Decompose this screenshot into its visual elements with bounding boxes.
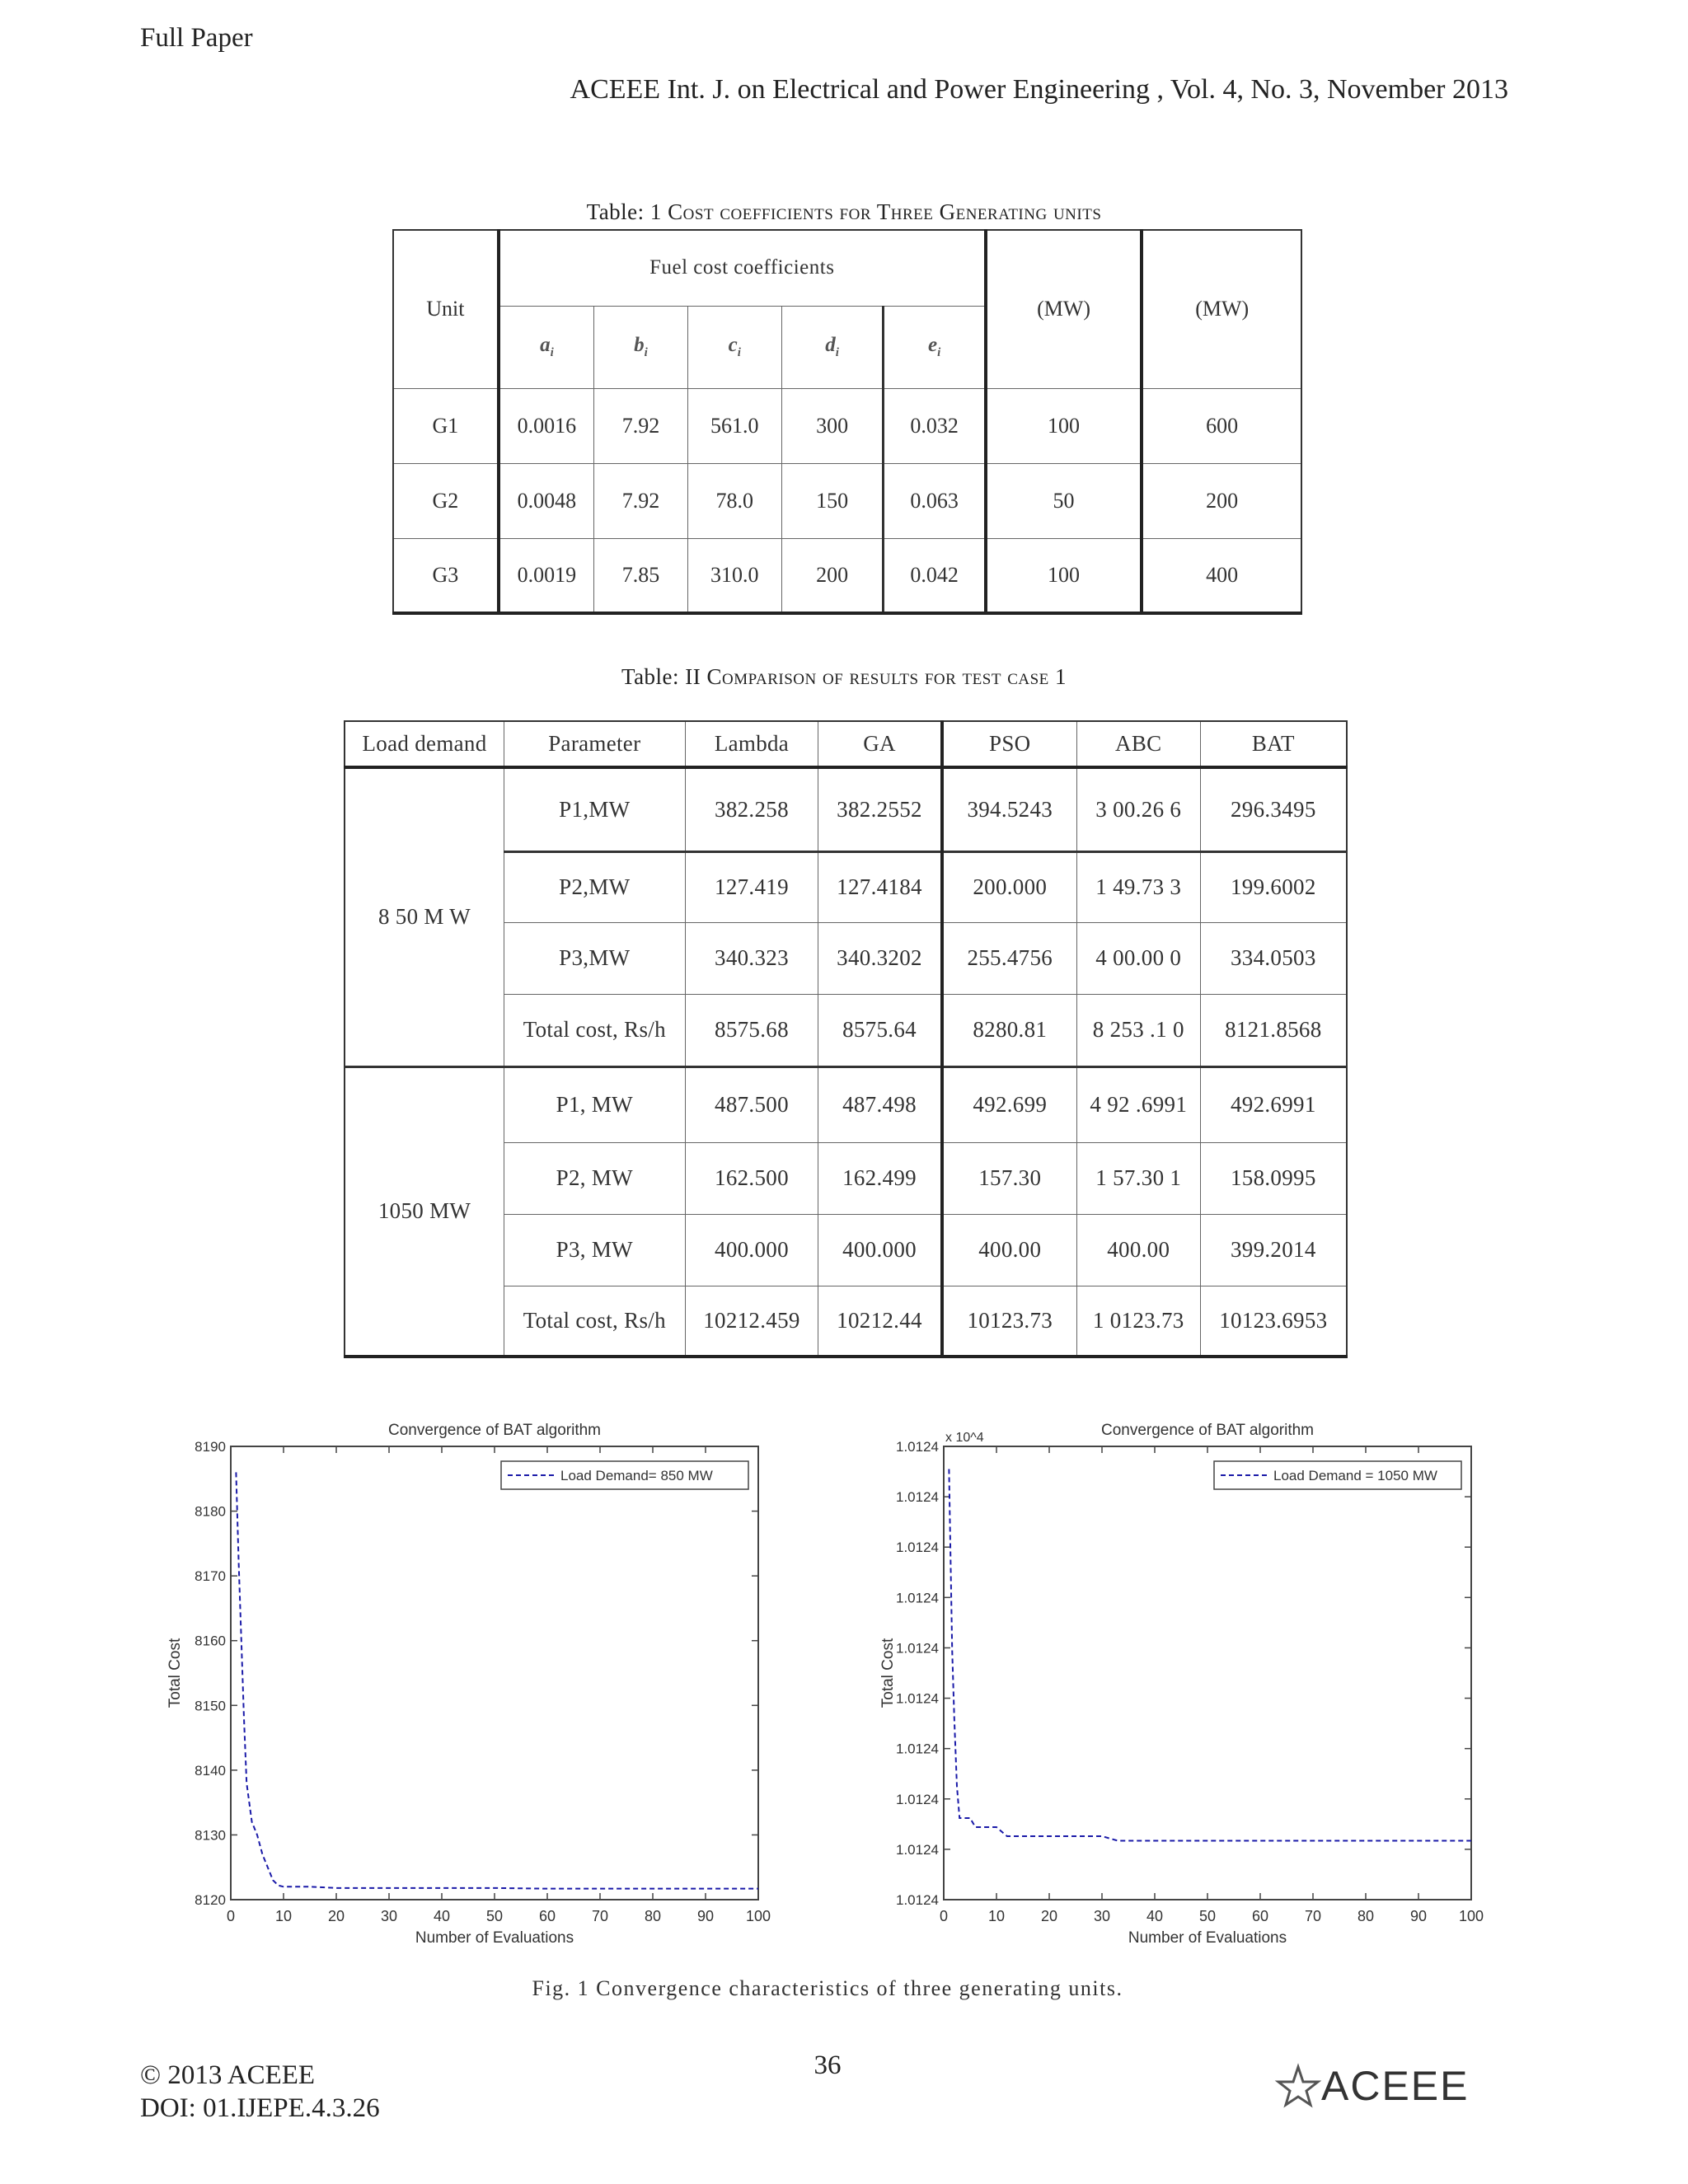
pso-cell: 8280.81 bbox=[942, 994, 1077, 1066]
y-tick-label: 1.0124 bbox=[896, 1540, 939, 1556]
figure-caption: Fig. 1 Convergence characteristics of three generating units. bbox=[532, 1976, 1123, 2000]
table-row bbox=[393, 388, 1301, 463]
table1-header-pmin: (MW) bbox=[986, 230, 1142, 388]
convergence-chart-1050mw bbox=[870, 1405, 1512, 1961]
abc-cell: 1 49.73 3 bbox=[1076, 851, 1200, 922]
y-tick-label: 1.0124 bbox=[896, 1841, 939, 1858]
footer-copyright: © 2013 ACEEE bbox=[140, 2060, 316, 2090]
bat-cell: 158.0995 bbox=[1200, 1142, 1347, 1214]
header-bat: BAT bbox=[1200, 721, 1347, 767]
x-tick-label: 60 bbox=[538, 1908, 556, 1924]
table-header-row bbox=[345, 721, 1347, 767]
coef-d-label: $d_i$ bbox=[781, 306, 884, 388]
table1-header-fuel-cost: Fuel cost coefficients bbox=[499, 230, 986, 306]
plot-area bbox=[231, 1446, 758, 1900]
coef-c-label: $c_i$ bbox=[687, 306, 781, 388]
coef-a-cell: 0.0019 bbox=[499, 538, 594, 613]
bat-cell: 8121.8568 bbox=[1200, 994, 1347, 1066]
unit-cell: G3 bbox=[393, 538, 499, 613]
x-tick-label: 50 bbox=[485, 1908, 504, 1924]
y-tick-label: 8140 bbox=[195, 1762, 226, 1779]
lambda-cell: 10212.459 bbox=[685, 1286, 818, 1357]
star-icon bbox=[1278, 2067, 1318, 2105]
x-tick-label: 30 bbox=[380, 1908, 398, 1924]
load-demand-cell: 8 50 M W bbox=[345, 767, 504, 1066]
x-tick-label: 40 bbox=[1146, 1908, 1164, 1924]
lambda-cell: 487.500 bbox=[685, 1066, 818, 1142]
parameter-cell: P2, MW bbox=[504, 1142, 686, 1214]
x-tick-label: 0 bbox=[939, 1908, 949, 1924]
table1-caption-prefix: Table: 1 bbox=[586, 199, 662, 224]
pso-cell: 255.4756 bbox=[942, 922, 1077, 994]
x-tick-label: 80 bbox=[644, 1908, 662, 1924]
abc-cell: 1 0123.73 bbox=[1076, 1286, 1200, 1357]
coef-c-cell: 561.0 bbox=[687, 388, 781, 463]
pmin-cell: 100 bbox=[986, 538, 1142, 613]
unit-cell: G2 bbox=[393, 463, 499, 538]
x-tick-label: 90 bbox=[696, 1908, 715, 1924]
chart-title: Convergence of BAT algorithm bbox=[387, 1422, 602, 1439]
x-tick-label: 40 bbox=[433, 1908, 451, 1924]
chart-title: Convergence of BAT algorithm bbox=[1100, 1422, 1315, 1439]
running-head: Full Paper bbox=[140, 23, 253, 53]
load-demand-cell: 1050 MW bbox=[345, 1066, 504, 1357]
coef-e-cell: 0.063 bbox=[884, 463, 986, 538]
x-axis-label: Number of Evaluations bbox=[415, 1929, 574, 1947]
ga-cell: 162.499 bbox=[818, 1142, 942, 1214]
bat-cell: 296.3495 bbox=[1200, 767, 1347, 851]
table2-caption bbox=[0, 664, 1688, 690]
lambda-cell: 340.323 bbox=[685, 922, 818, 994]
y-tick-label: 1.0124 bbox=[896, 1590, 939, 1606]
parameter-cell: P3, MW bbox=[504, 1214, 686, 1286]
unit-cell: G1 bbox=[393, 388, 499, 463]
coef-c-cell: 78.0 bbox=[687, 463, 781, 538]
pso-cell: 157.30 bbox=[942, 1142, 1077, 1214]
bat-cell: 199.6002 bbox=[1200, 851, 1347, 922]
pso-cell: 10123.73 bbox=[942, 1286, 1077, 1357]
lambda-cell: 8575.68 bbox=[685, 994, 818, 1066]
aceee-logo-text: ACEEE bbox=[1321, 2063, 1470, 2109]
y-tick-label: 8170 bbox=[195, 1568, 226, 1585]
coef-c-cell: 310.0 bbox=[687, 538, 781, 613]
coef-b-label: $b_i$ bbox=[594, 306, 688, 388]
coef-b-cell: 7.92 bbox=[594, 388, 688, 463]
pmax-cell: 400 bbox=[1142, 538, 1301, 613]
pmax-cell: 600 bbox=[1142, 388, 1301, 463]
coef-e-cell: 0.042 bbox=[884, 538, 986, 613]
x-tick-label: 20 bbox=[1040, 1908, 1058, 1924]
header-lambda: Lambda bbox=[685, 721, 818, 767]
bat-cell: 399.2014 bbox=[1200, 1214, 1347, 1286]
x-tick-label: 100 bbox=[1458, 1908, 1484, 1924]
x-tick-label: 20 bbox=[327, 1908, 345, 1924]
chart-850mw-svg bbox=[157, 1405, 799, 1957]
coef-e-label: $e_i$ bbox=[884, 306, 986, 388]
ga-cell: 340.3202 bbox=[818, 922, 942, 994]
ga-cell: 487.498 bbox=[818, 1066, 942, 1142]
y-multiplier-label: x 10^4 bbox=[945, 1431, 984, 1445]
x-tick-label: 100 bbox=[745, 1908, 771, 1924]
table2-caption-prefix: Table: II bbox=[621, 664, 701, 689]
y-tick-label: 1.0124 bbox=[896, 1892, 939, 1908]
ga-cell: 127.4184 bbox=[818, 851, 942, 922]
convergence-chart-850mw bbox=[157, 1405, 799, 1961]
bat-cell: 492.6991 bbox=[1200, 1066, 1347, 1142]
coef-e-cell: 0.032 bbox=[884, 388, 986, 463]
x-tick-label: 80 bbox=[1357, 1908, 1375, 1924]
header-abc: ABC bbox=[1076, 721, 1200, 767]
plot-area bbox=[944, 1446, 1471, 1900]
x-tick-label: 60 bbox=[1251, 1908, 1269, 1924]
header-load-demand: Load demand bbox=[345, 721, 504, 767]
table2-caption-text: Comparison of results for test case 1 bbox=[706, 664, 1067, 689]
y-tick-label: 8120 bbox=[195, 1892, 226, 1908]
pso-cell: 200.000 bbox=[942, 851, 1077, 922]
x-tick-label: 0 bbox=[226, 1908, 236, 1924]
y-tick-label: 1.0124 bbox=[896, 1489, 939, 1506]
coef-d-cell: 150 bbox=[781, 463, 884, 538]
cost-coefficients-table bbox=[392, 229, 1302, 615]
journal-title-line: ACEEE Int. J. on Electrical and Power Engineering , Vol. 4, No. 3, November 2013 bbox=[570, 74, 1508, 105]
bat-cell: 10123.6953 bbox=[1200, 1286, 1347, 1357]
pmin-cell: 50 bbox=[986, 463, 1142, 538]
y-tick-label: 8150 bbox=[195, 1698, 226, 1714]
table1-caption-text: Cost coefficients for Three Generating units bbox=[668, 199, 1102, 224]
header-parameter: Parameter bbox=[504, 721, 686, 767]
coef-d-cell: 200 bbox=[781, 538, 884, 613]
y-tick-label: 1.0124 bbox=[896, 1439, 939, 1455]
aceee-logo-svg bbox=[1273, 2060, 1512, 2110]
lambda-cell: 127.419 bbox=[685, 851, 818, 922]
legend-label: Load Demand= 850 MW bbox=[560, 1468, 713, 1483]
y-tick-label: 1.0124 bbox=[896, 1791, 939, 1807]
coef-b-cell: 7.92 bbox=[594, 463, 688, 538]
abc-cell: 3 00.26 6 bbox=[1076, 767, 1200, 851]
parameter-cell: Total cost, Rs/h bbox=[504, 1286, 686, 1357]
parameter-cell: P1,MW bbox=[504, 767, 686, 851]
y-axis-label: Total Cost bbox=[166, 1638, 184, 1708]
x-tick-label: 10 bbox=[987, 1908, 1006, 1924]
comparison-results-table bbox=[344, 720, 1348, 1358]
ga-cell: 10212.44 bbox=[818, 1286, 942, 1357]
table-row bbox=[345, 1066, 1347, 1142]
y-tick-label: 8130 bbox=[195, 1827, 226, 1844]
parameter-cell: P3,MW bbox=[504, 922, 686, 994]
x-tick-label: 10 bbox=[274, 1908, 293, 1924]
abc-cell: 8 253 .1 0 bbox=[1076, 994, 1200, 1066]
legend-label: Load Demand = 1050 MW bbox=[1273, 1468, 1437, 1483]
header-ga: GA bbox=[818, 721, 942, 767]
lambda-cell: 400.000 bbox=[685, 1214, 818, 1286]
chart-1050mw-svg bbox=[870, 1405, 1512, 1957]
coef-b-cell: 7.85 bbox=[594, 538, 688, 613]
table1-caption bbox=[0, 199, 1688, 225]
parameter-cell: Total cost, Rs/h bbox=[504, 994, 686, 1066]
x-axis-label: Number of Evaluations bbox=[1128, 1929, 1287, 1947]
abc-cell: 4 00.00 0 bbox=[1076, 922, 1200, 994]
coef-a-label: $a_i$ bbox=[499, 306, 594, 388]
lambda-cell: 382.258 bbox=[685, 767, 818, 851]
footer-doi: DOI: 01.IJEPE.4.3.26 bbox=[140, 2093, 380, 2123]
page-number: 36 bbox=[814, 2050, 842, 2080]
table1-header-pmax: (MW) bbox=[1142, 230, 1301, 388]
bat-cell: 334.0503 bbox=[1200, 922, 1347, 994]
table-row bbox=[393, 538, 1301, 613]
x-tick-label: 30 bbox=[1093, 1908, 1111, 1924]
table-row bbox=[345, 767, 1347, 851]
pmin-cell: 100 bbox=[986, 388, 1142, 463]
x-tick-label: 50 bbox=[1198, 1908, 1217, 1924]
abc-cell: 1 57.30 1 bbox=[1076, 1142, 1200, 1214]
parameter-cell: P2,MW bbox=[504, 851, 686, 922]
parameter-cell: P1, MW bbox=[504, 1066, 686, 1142]
x-tick-label: 70 bbox=[1304, 1908, 1322, 1924]
table1-header-unit: Unit bbox=[393, 230, 499, 388]
pmax-cell: 200 bbox=[1142, 463, 1301, 538]
pso-cell: 394.5243 bbox=[942, 767, 1077, 851]
pso-cell: 400.00 bbox=[942, 1214, 1077, 1286]
coef-d-cell: 300 bbox=[781, 388, 884, 463]
abc-cell: 400.00 bbox=[1076, 1214, 1200, 1286]
abc-cell: 4 92 .6991 bbox=[1076, 1066, 1200, 1142]
y-tick-label: 1.0124 bbox=[896, 1690, 939, 1707]
x-tick-label: 90 bbox=[1409, 1908, 1428, 1924]
aceee-logo bbox=[1273, 2060, 1512, 2114]
coef-a-cell: 0.0048 bbox=[499, 463, 594, 538]
coef-a-cell: 0.0016 bbox=[499, 388, 594, 463]
pso-cell: 492.699 bbox=[942, 1066, 1077, 1142]
y-axis-label: Total Cost bbox=[879, 1638, 897, 1708]
ga-cell: 382.2552 bbox=[818, 767, 942, 851]
y-tick-label: 1.0124 bbox=[896, 1741, 939, 1757]
table-row bbox=[393, 463, 1301, 538]
y-tick-label: 8180 bbox=[195, 1503, 226, 1520]
ga-cell: 400.000 bbox=[818, 1214, 942, 1286]
x-tick-label: 70 bbox=[591, 1908, 609, 1924]
y-tick-label: 1.0124 bbox=[896, 1640, 939, 1657]
y-tick-label: 8190 bbox=[195, 1439, 226, 1455]
lambda-cell: 162.500 bbox=[685, 1142, 818, 1214]
ga-cell: 8575.64 bbox=[818, 994, 942, 1066]
header-pso: PSO bbox=[942, 721, 1077, 767]
y-tick-label: 8160 bbox=[195, 1633, 226, 1649]
